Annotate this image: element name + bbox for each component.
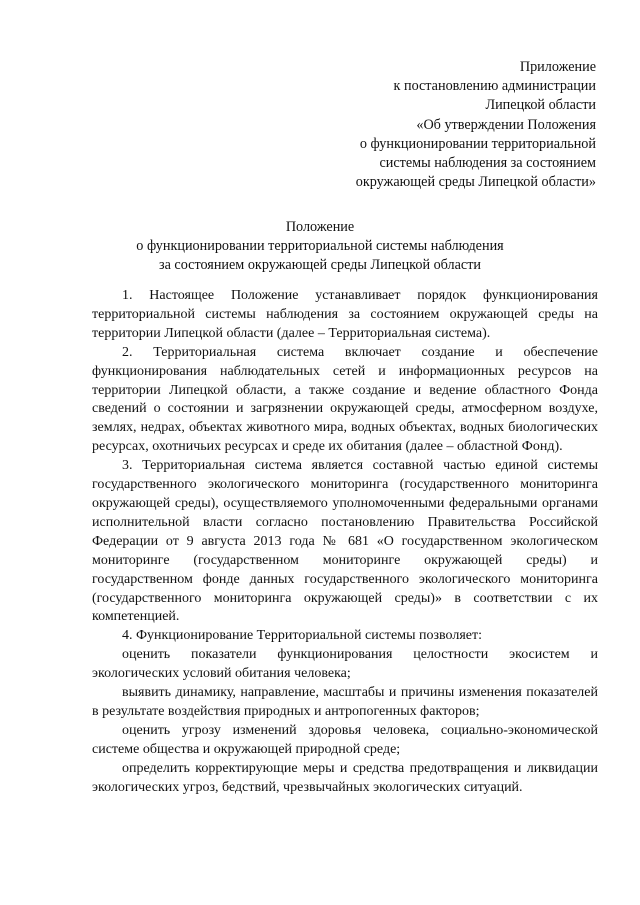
title-line: о функционировании территориальной системы наблюдения: [136, 237, 504, 254]
paragraph-2: 2. Территориальная система включает создание и обеспечение функционирования наблюдательных сетей и информационных ресурсов на территории Липецкой области, а также создание и ведение областного Фонда сведений о состоянии и загрязнении окружающей среды, атмосферном воздухе, землях, недрах, объектах животного мира, водных объектах, водных биологических ресурсах, охотничьих ресурсах и среде их обитания (далее – областной Фонд).: [92, 344, 598, 455]
paragraph-3: 3. Территориальная система является составной частью единой системы государственного экологического мониторинга (государственного мониторинга окружающей среды), осуществляемого уполномоченными федеральными органами исполнительной власти согласно постановлению Правительства Российской Федерации от 9 августа 2013 года № 681 «О государственном экологическом мониторинге (государственном мониторинге окружающей среды) и государственном фонде данных государственного экологического мониторинга (государственного мониторинга окружающей среды)» в соответствии с их компетенцией.: [92, 458, 598, 625]
title-line: Положение: [285, 219, 355, 235]
appendix-line: окружающей среды Липецкой области»: [355, 174, 596, 191]
document-body: [92, 287, 598, 797]
appendix-line: о функционировании территориальной: [359, 135, 596, 152]
appendix-line: системы наблюдения за состоянием: [379, 155, 596, 172]
title-line: за состоянием окружающей среды Липецкой области: [158, 256, 482, 273]
appendix-header: [296, 58, 596, 192]
appendix-line: к постановлению администрации: [393, 78, 596, 95]
appendix-line: Липецкой области: [485, 97, 596, 114]
paragraph-4: 4. Функционирование Территориальной системы позволяет:: [122, 628, 483, 644]
list-item: определить корректирующие меры и средства предотвращения и ликвидации экологических угроз, бедствий, чрезвычайных экологических ситуаций.: [92, 760, 598, 795]
paragraph-1: 1. Настоящее Положение устанавливает порядок функционирования территориальной системы наблюдения за состоянием окружающей среды на территории Липецкой области (далее – Территориальная система).: [92, 288, 598, 341]
appendix-line: «Об утверждении Положения: [416, 116, 596, 133]
list-item: выявить динамику, направление, масштабы и причины изменения показателей в результате воздействия природных и антропогенных факторов;: [92, 685, 598, 719]
appendix-line: Приложение: [519, 59, 596, 75]
list-item: оценить угрозу изменений здоровья человека, социально-экономической системе общества и окружающей природной среде;: [92, 722, 598, 757]
document-title: [0, 218, 640, 274]
list-item: оценить показатели функционирования целостности экосистем и экологических условий обитания человека;: [92, 647, 598, 682]
